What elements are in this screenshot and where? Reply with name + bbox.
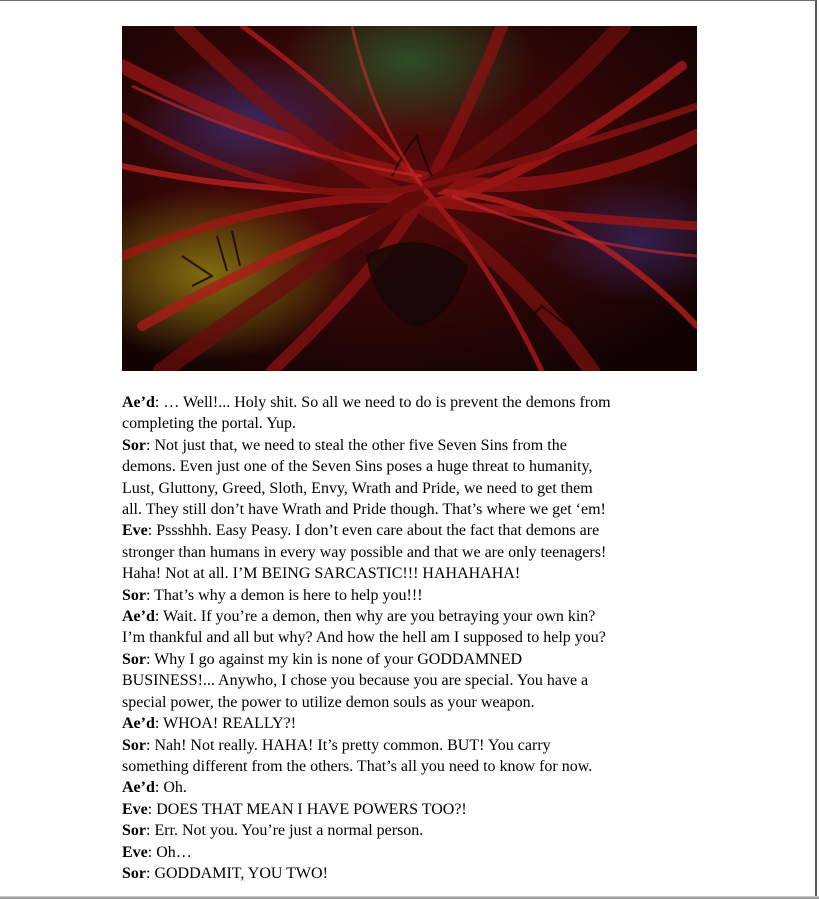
dialogue-line	[122, 413, 712, 434]
dialogue-line	[122, 520, 712, 541]
dialogue-line	[122, 627, 712, 648]
dialogue-text-span: : Pssshhh. Easy Peasy. I don’t even care about the fact that demons are	[147, 522, 600, 540]
dialogue-text-span: Lust, Gluttony, Greed, Sloth, Envy, Wrath and Pride, we need to get them	[122, 479, 593, 497]
dialogue-text-span: : Oh.	[154, 779, 187, 797]
dialogue-text-span: special power, the power to utilize demon souls as your weapon.	[122, 693, 535, 711]
speaker-name: Eve	[122, 800, 148, 818]
dialogue-text-span: : That’s why a demon is here to help you!!!	[146, 586, 423, 604]
speaker-name: Sor	[122, 650, 146, 668]
speaker-name: Eve	[122, 522, 148, 540]
demon-artwork-image	[122, 26, 697, 371]
dialogue-text-span: : Nah! Not really. HAHA! It’s pretty common. BUT! You carry	[146, 736, 551, 754]
dialogue-text-span: : GODDAMIT, YOU TWO!	[146, 864, 328, 882]
dialogue-line	[122, 456, 712, 477]
dialogue-line	[122, 670, 712, 691]
dialogue-line	[122, 777, 712, 798]
dialogue-text-span: I’m thankful and all but why? And how the hell am I supposed to help you?	[122, 629, 606, 647]
dialogue-text-span: : Wait. If you’re a demon, then why are you betraying your own kin?	[154, 608, 596, 626]
speaker-name: Sor	[122, 822, 146, 840]
dialogue-text-span: : WHOA! REALLY?!	[154, 715, 297, 733]
dialogue-text-span: something different from the others. That’s all you need to know for now.	[122, 757, 593, 775]
dialogue-line	[122, 649, 712, 670]
dialogue-line	[122, 756, 712, 777]
speaker-name: Sor	[122, 864, 146, 882]
dialogue-text-span: all. They still don’t have Wrath and Pride though. That’s where we get ‘em!	[122, 501, 606, 519]
dialogue-line	[122, 606, 712, 627]
dialogue-line	[122, 585, 712, 606]
dialogue-line	[122, 392, 712, 413]
dialogue-line	[122, 842, 712, 863]
dialogue-line	[122, 499, 712, 520]
dialogue-line	[122, 863, 712, 884]
dialogue-line	[122, 542, 712, 563]
dialogue-line	[122, 820, 712, 841]
dialogue-text-span: : DOES THAT MEAN I HAVE POWERS TOO?!	[147, 800, 467, 818]
dialogue-text	[122, 392, 712, 884]
speaker-name: Ae’d	[122, 394, 155, 411]
dialogue-text-span: : Why I go against my kin is none of your GODDAMNED	[146, 650, 523, 668]
speaker-name: Sor	[122, 736, 146, 754]
dialogue-text-span: : Oh…	[147, 843, 192, 861]
dialogue-line	[122, 713, 712, 734]
dialogue-text-span: BUSINESS!... Anywho, I chose you because you are special. You have a	[122, 672, 589, 690]
dialogue-line	[122, 435, 712, 456]
dialogue-text-span: demons. Even just one of the Seven Sins poses a huge threat to humanity,	[122, 458, 593, 476]
speaker-name: Sor	[122, 436, 146, 454]
dialogue-line	[122, 478, 712, 499]
speaker-name: Ae’d	[122, 608, 155, 626]
dialogue-line	[122, 799, 712, 820]
dialogue-text-span: : … Well!... Holy shit. So all we need to do is prevent the demons from	[154, 394, 611, 411]
speaker-name: Ae’d	[122, 779, 155, 797]
speaker-name: Eve	[122, 843, 148, 861]
demon-artwork-icon	[122, 26, 697, 371]
speaker-name: Ae’d	[122, 715, 155, 733]
dialogue-line	[122, 692, 712, 713]
speaker-name: Sor	[122, 586, 146, 604]
dialogue-text-span: completing the portal. Yup.	[122, 415, 297, 433]
dialogue-text-span: : Err. Not you. You’re just a normal person.	[146, 822, 424, 840]
dialogue-text-span: Haha! Not at all. I’M BEING SARCASTIC!!! HAHAHAHA!	[122, 565, 521, 583]
dialogue-text-span: : Not just that, we need to steal the other five Seven Sins from the	[146, 436, 567, 454]
dialogue-line	[122, 735, 712, 756]
dialogue-line	[122, 563, 712, 584]
dialogue-text-span: stronger than humans in every way possible and that we are only teenagers!	[122, 543, 607, 561]
